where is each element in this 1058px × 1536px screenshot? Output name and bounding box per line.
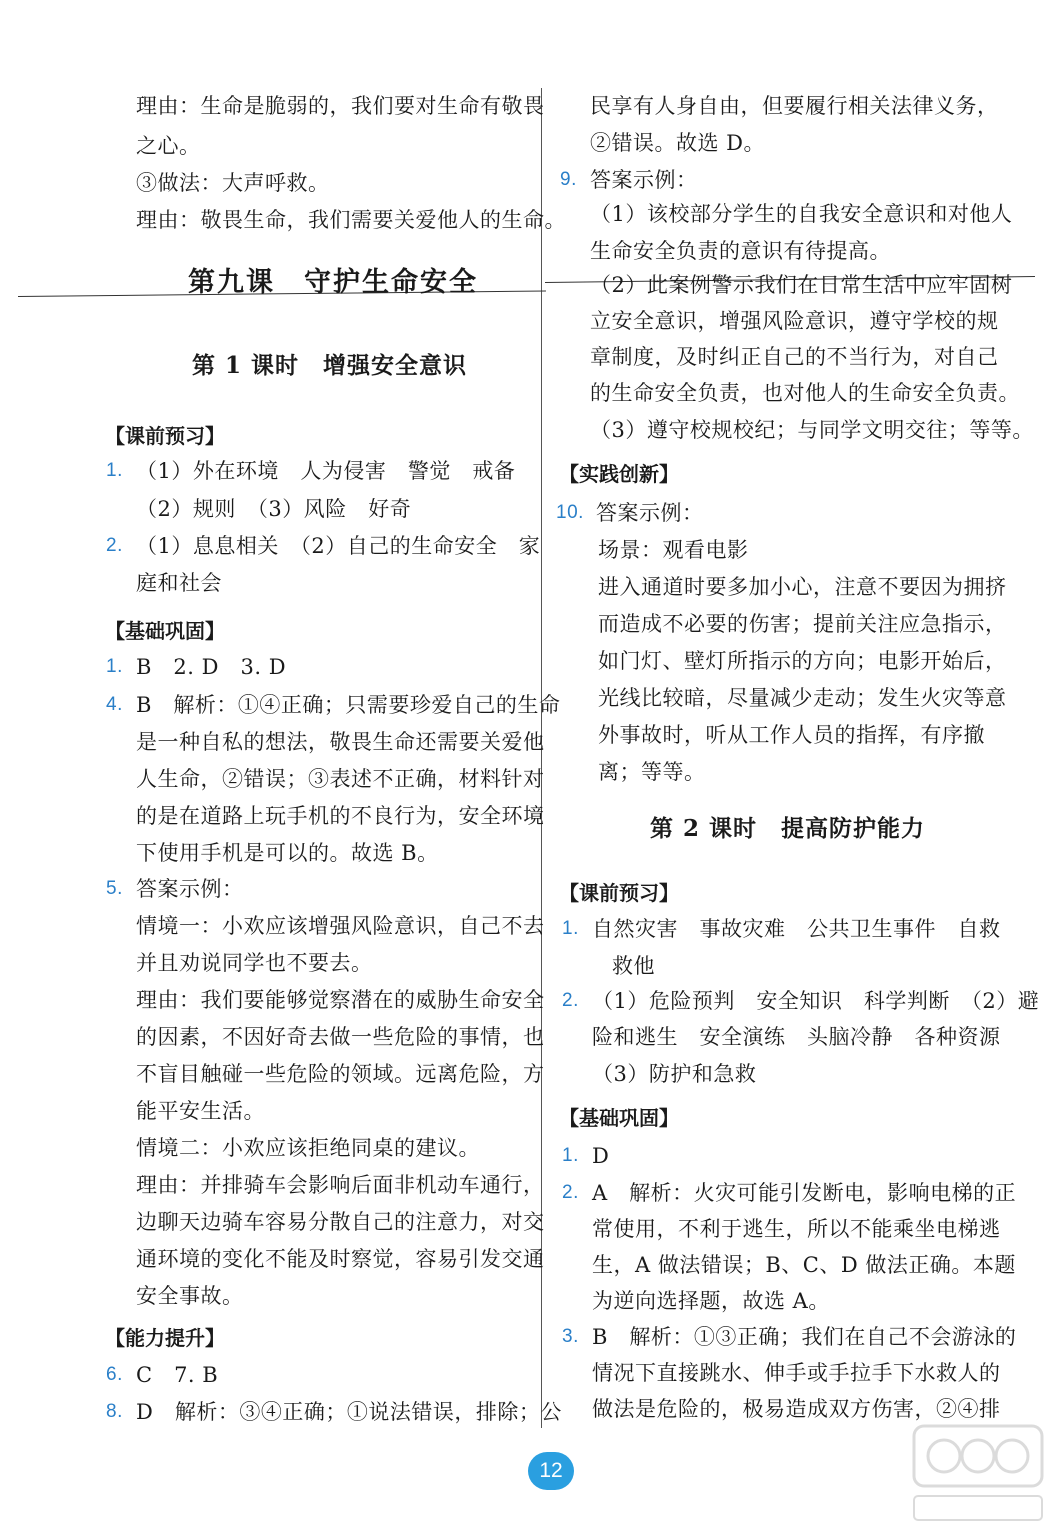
question-number: 10. (556, 502, 584, 523)
period-title: 第 1 课时 增强安全意识 (192, 352, 468, 379)
question-number: 6. (106, 1364, 123, 1385)
answer-line: 情境二：小欢应该拒绝同桌的建议。 (136, 1136, 480, 1160)
answer-line: （1）危险预判 安全知识 科学判断 （2）避 (592, 989, 1040, 1013)
left-intro-line: 之心。 (136, 134, 201, 158)
answer-line: 如门灯、壁灯所指示的方向；电影开始后， (598, 649, 1007, 673)
answer-line: 理由：我们要能够觉察潜在的威胁生命安全 (136, 988, 545, 1012)
lesson-title: 第九课 守护生命安全 (188, 267, 478, 298)
answer-line: 理由：并排骑车会影响后面非机动车通行， (136, 1173, 545, 1197)
question-number: 1. (562, 1145, 579, 1166)
answer-line: 救他 (612, 954, 655, 978)
answer-line: 庭和社会 (136, 571, 222, 595)
section-heading: 【能力提升】 (105, 1326, 225, 1350)
answer-line: 离；等等。 (598, 760, 706, 784)
left-intro-line: ③做法：大声呼救。 (136, 171, 330, 195)
answer-line: 进入通道时要多加小心，注意不要因为拥挤 (598, 575, 1007, 599)
answer-line: 生命安全负责的意识有待提高。 (590, 239, 891, 263)
answer-line: 安全事故。 (136, 1284, 244, 1308)
answer-line: 边聊天边骑车容易分散自己的注意力，对交 (136, 1210, 545, 1234)
answer-line: 的生命安全负责，也对他人的生命安全负责。 (590, 381, 1020, 405)
page-number-badge: 12 (528, 1452, 574, 1490)
left-intro-line: 理由：生命是脆弱的，我们要对生命有敬畏 (136, 94, 545, 118)
section-heading: 【基础巩固】 (105, 619, 225, 643)
answer-line: 是一种自私的想法，敬畏生命还需要关爱他 (136, 730, 545, 754)
answer-line: 外事故时，听从工作人员的指挥，有序撤 (598, 723, 985, 747)
answer-line: D 解析：③④正确；①说法错误，排除；公 (136, 1400, 562, 1424)
answer-line: 并且劝说同学也不要去。 (136, 951, 373, 975)
answer-line: 答案示例： (590, 168, 698, 192)
answer-line: C 7. B (136, 1363, 219, 1387)
answer-line: 民享有人身自由，但要履行相关法律义务， (590, 94, 999, 118)
answer-line: 的因素，不因好奇去做一些危险的事情，也 (136, 1025, 545, 1049)
answer-line: 情况下直接跳水、伸手或手拉手下水救人的 (592, 1361, 1001, 1385)
answer-line: （1）该校部分学生的自我安全意识和对他人 (590, 202, 1013, 226)
section-heading: 【课前预习】 (559, 881, 679, 905)
answer-line: 通环境的变化不能及时察觉，容易引发交通 (136, 1247, 545, 1271)
question-number: 9. (560, 169, 577, 190)
answer-line: 自然灾害 事故灾难 公共卫生事件 自救 (592, 917, 1001, 941)
answer-line: （2）规则 （3）风险 好奇 (136, 497, 412, 521)
answer-line: （1）外在环境 人为侵害 警觉 戒备 (136, 459, 516, 483)
answer-line: （1）息息相关 （2）自己的生命安全 家 (136, 534, 541, 558)
answer-line: 立安全意识，增强风险意识，遵守学校的规 (590, 309, 999, 333)
question-number: 2. (106, 535, 123, 556)
answer-line: 答案示例： (596, 501, 704, 525)
answer-line: 而造成不必要的伤害；提前关注应急指示， (598, 612, 1007, 636)
answer-line: 险和逃生 安全演练 头脑冷静 各种资源 (592, 1025, 1001, 1049)
answer-line: 答案示例： (136, 877, 244, 901)
answer-line: 情境一：小欢应该增强风险意识，自己不去 (136, 914, 545, 938)
question-number: 3. (562, 1326, 579, 1347)
period-title: 第 2 课时 提高防护能力 (650, 815, 926, 842)
answer-line: （3）遵守校规校纪；与同学文明交往；等等。 (590, 418, 1034, 442)
answer-line: 不盲目触碰一些危险的领域。远离危险，方 (136, 1062, 545, 1086)
answer-line: （2）此案例警示我们在日常生活中应牢固树 (590, 273, 1013, 297)
answer-line: B 解析：①④正确；只需要珍爱自己的生命 (136, 693, 561, 717)
answer-line: D (592, 1144, 610, 1168)
answer-line: 下使用手机是可以的。故选 B。 (136, 841, 439, 865)
answer-line: 场景：观看电影 (598, 538, 749, 562)
answer-line: 光线比较暗，尽量减少走动；发生火灾等意 (598, 686, 1007, 710)
answer-line: 的是在道路上玩手机的不良行为，安全环境 (136, 804, 545, 828)
left-intro-line: 理由：敬畏生命，我们需要关爱他人的生命。 (136, 208, 566, 232)
answer-line: （3）防护和急救 (592, 1062, 757, 1086)
answer-line: 为逆向选择题，故选 A。 (592, 1289, 830, 1313)
section-heading: 【课前预习】 (105, 424, 225, 448)
question-number: 1. (106, 460, 123, 481)
question-number: 8. (106, 1401, 123, 1422)
answer-line: B 解析：①③正确；我们在自己不会游泳的 (592, 1325, 1017, 1349)
answer-line: 能平安生活。 (136, 1099, 265, 1123)
answer-line: 人生命，②错误；③表述不正确，材料针对 (136, 767, 545, 791)
answer-line: 做法是危险的，极易造成双方伤害，②④排 (592, 1397, 1001, 1421)
question-number: 1. (562, 918, 579, 939)
answer-line: 章制度，及时纠正自己的不当行为，对自己 (590, 345, 999, 369)
question-number: 2. (562, 1182, 579, 1203)
watermark-logo (908, 1418, 1048, 1528)
answer-line: ②错误。故选 D。 (590, 131, 766, 155)
answer-line: 生，A 做法错误；B、C、D 做法正确。本题 (592, 1253, 1016, 1277)
answer-line: A 解析：火灾可能引发断电，影响电梯的正 (592, 1181, 1017, 1205)
answer-line: B 2. D 3. D (136, 655, 287, 679)
section-heading: 【基础巩固】 (559, 1106, 679, 1130)
answer-line: 常使用，不利于逃生，所以不能乘坐电梯逃 (592, 1217, 1001, 1241)
question-number: 4. (106, 694, 123, 715)
question-number: 5. (106, 878, 123, 899)
section-heading: 【实践创新】 (559, 462, 679, 486)
question-number: 1. (106, 656, 123, 677)
question-number: 2. (562, 990, 579, 1011)
